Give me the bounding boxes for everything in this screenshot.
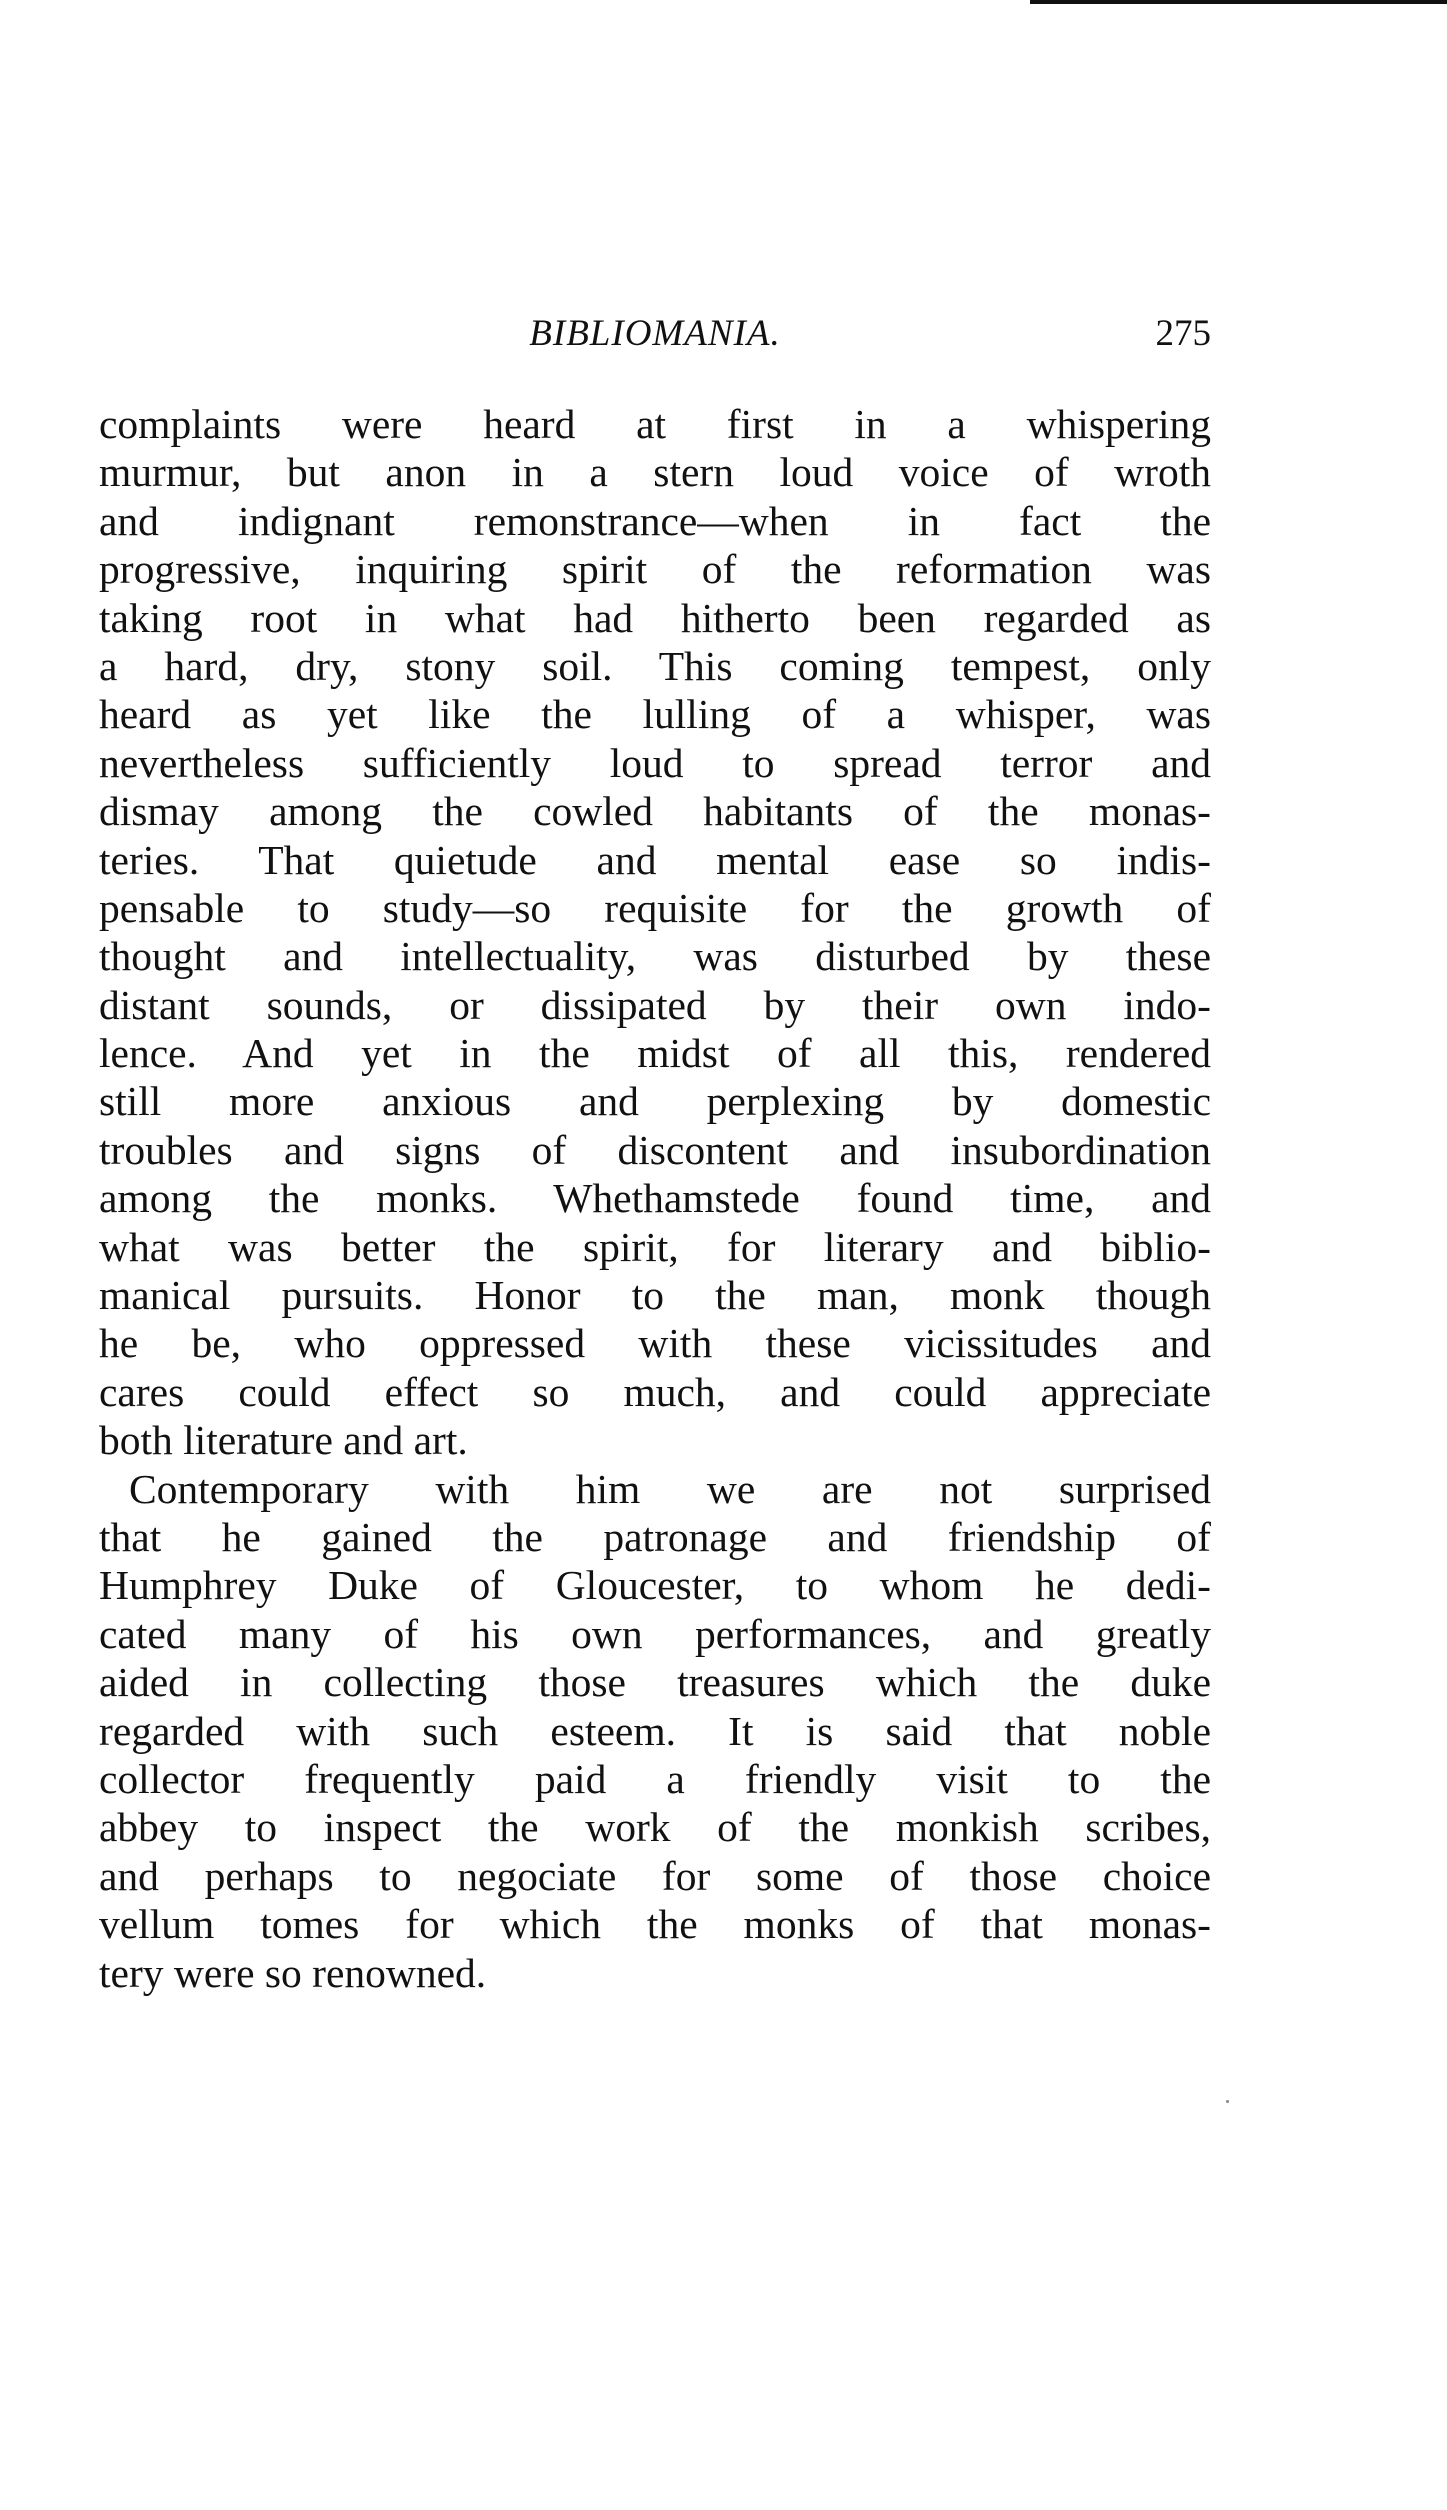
text-line: abbey to inspect the work of the monkish scribes, xyxy=(99,1804,1211,1851)
page-header xyxy=(99,312,1211,362)
text-line: and indignant remonstrance—when in fact the xyxy=(99,497,1211,544)
page-number: 275 xyxy=(1155,313,1211,354)
text-line: still more anxious and perplexing by domestic xyxy=(99,1078,1211,1125)
text-line: he be, who oppressed with these vicissitudes and xyxy=(99,1320,1211,1367)
text-line: that he gained the patronage and friendship of xyxy=(99,1513,1211,1560)
text-line: taking root in what had hitherto been regarded as xyxy=(99,594,1211,641)
text-line: both literature and art. xyxy=(99,1417,468,1464)
text-line: teries. That quietude and mental ease so indis- xyxy=(99,836,1211,883)
page-edge-line xyxy=(1030,0,1447,4)
text-line: dismay among the cowled habitants of the monas- xyxy=(99,788,1211,835)
text-line: and perhaps to negociate for some of those choice xyxy=(99,1852,1211,1899)
text-line: nevertheless sufficiently loud to spread terror and xyxy=(99,739,1211,786)
running-title: BIBLIOMANIA. xyxy=(529,313,781,354)
text-line: collector frequently paid a friendly visit to the xyxy=(99,1755,1211,1802)
paragraph xyxy=(99,1465,1211,1997)
paragraph xyxy=(99,400,1211,1465)
text-line: aided in collecting those treasures which the duke xyxy=(99,1659,1211,1706)
text-line: cated many of his own performances, and greatly xyxy=(99,1610,1211,1657)
text-line: vellum tomes for which the monks of that monas- xyxy=(99,1901,1211,1948)
text-line: Contemporary with him we are not surprised xyxy=(129,1465,1211,1512)
text-line: distant sounds, or dissipated by their own indo- xyxy=(99,981,1211,1028)
speck xyxy=(1226,2100,1229,2103)
text-line: a hard, dry, stony soil. This coming tempest, only xyxy=(99,642,1211,689)
text-line: thought and intellectuality, was disturbed by these xyxy=(99,933,1211,980)
text-line: complaints were heard at first in a whispering xyxy=(99,401,1211,447)
text-line: troubles and signs of discontent and insubordination xyxy=(99,1126,1211,1173)
text-line: among the monks. Whethamstede found time, and xyxy=(99,1175,1211,1222)
body-text xyxy=(99,400,1211,1997)
text-line: manical pursuits. Honor to the man, monk though xyxy=(99,1272,1211,1319)
text-line: progressive, inquiring spirit of the reformation was xyxy=(99,546,1211,593)
text-line: Humphrey Duke of Gloucester, to whom he dedi- xyxy=(99,1562,1211,1609)
text-line: what was better the spirit, for literary and biblio- xyxy=(99,1223,1211,1270)
text-line: tery were so renowned. xyxy=(99,1949,487,1996)
text-line: pensable to study—so requisite for the growth of xyxy=(99,884,1211,931)
text-line: cares could effect so much, and could appreciate xyxy=(99,1368,1211,1415)
text-line: lence. And yet in the midst of all this, rendered xyxy=(99,1030,1211,1077)
text-line: heard as yet like the lulling of a whisper, was xyxy=(99,691,1211,738)
text-line: regarded with such esteem. It is said that noble xyxy=(99,1707,1211,1754)
text-line: murmur, but anon in a stern loud voice of wroth xyxy=(99,449,1211,496)
